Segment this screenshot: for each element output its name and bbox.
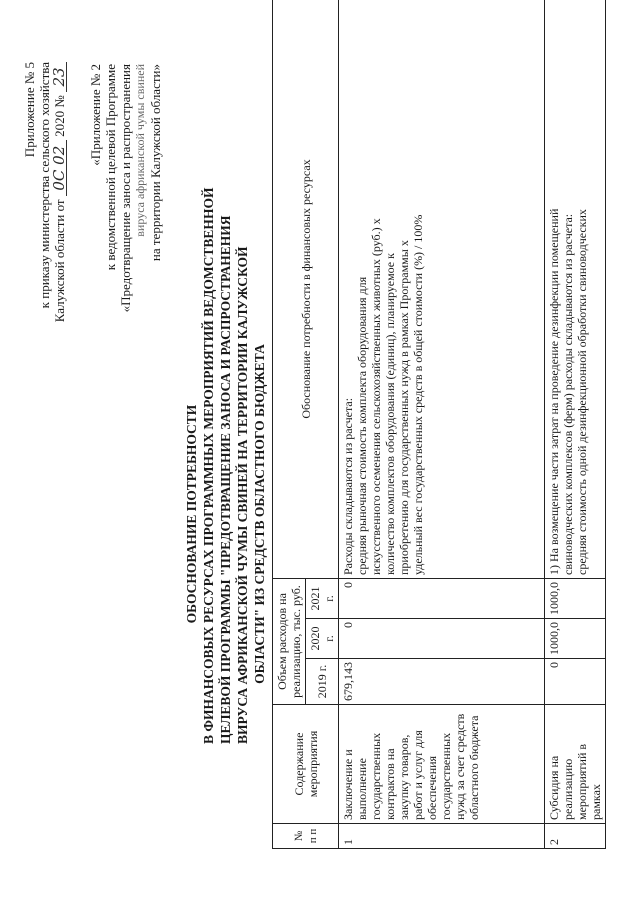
justification-line: средняя рыночная стоимость комплекта оборудования для: [355, 276, 369, 575]
number-label: №: [52, 95, 67, 108]
appendix-2-title: «Приложение № 2: [88, 64, 103, 166]
justification-line: удельный вес государственных средств в общей стоимости (%) / 100%: [411, 214, 425, 575]
title-line-3: ЦЕЛЕВОЙ ПРОГРАММЫ "ПРЕДОТВРАЩЕНИЕ ЗАНОСА И РАСПРОСТРАНЕНИЯ: [218, 215, 233, 744]
row-value-2021: 0: [339, 579, 545, 619]
handwritten-date: 0C 02: [50, 145, 68, 191]
justification-line: 1) На возмещение части затрат на проведение дезинфекции помещений: [547, 208, 561, 575]
row-value-2021: 1000,0: [545, 579, 606, 619]
justification-line: количество комплектов оборудования (единиц), планируемое к: [383, 253, 397, 575]
title-line-5: ОБЛАСТИ" ИЗ СРЕДСТВ ОБЛАСТНОГО БЮДЖЕТА: [252, 344, 267, 684]
header-justification: Обоснование потребности в финансовых ресурсах: [273, 0, 339, 579]
row-value-2020: 1000,0: [545, 619, 606, 659]
appendix-2-program-name-3: на территории Калужской области»: [148, 64, 163, 262]
table-row: [545, 0, 606, 849]
table-row: [339, 0, 545, 849]
title-line-4: ВИРУСА АФРИКАНСКОЙ ЧУМЫ СВИНЕЙ НА ТЕРРИТОРИИ КАЛУЖСКОЙ: [235, 246, 250, 744]
row-justification: [339, 0, 545, 579]
appendix-2-block: [88, 64, 163, 312]
appendix-5-region-prefix: Калужской области от: [52, 199, 67, 323]
appendix-2-program-name-2: вируса африканской чумы свиней: [133, 64, 147, 237]
document-title: [183, 187, 268, 744]
row-value-2019: 679,143: [339, 659, 545, 705]
appendix-5-order-ref: к приказу министерства сельского хозяйства: [37, 62, 52, 309]
header-content: Содержание мероприятия: [273, 705, 339, 824]
header-year-2019: 2019 г.: [306, 659, 339, 705]
header-year-2020: 2020 г.: [306, 619, 339, 659]
title-line-1: ОБОСНОВАНИЕ ПОТРЕБНОСТИ: [184, 404, 199, 624]
row-justification: [545, 0, 606, 579]
row-content: Заключение и выполнение государственных контрактов на закупку товаров, работ и услуг для обеспечения государственных нужд за счет средств областного бюджета: [339, 705, 545, 824]
justification-line: средняя стоимость одной дезинфекционной обработки свиноводческих: [575, 209, 589, 575]
appendix-5-date-line: [52, 62, 67, 322]
justification-line: приобретению для государственных нужд в рамках Программы х: [397, 240, 411, 575]
appendix-5-block: [22, 62, 67, 322]
row-number: 1: [339, 824, 545, 849]
handwritten-order-number: 23: [50, 67, 68, 87]
appendix-5-title: Приложение № 5: [22, 62, 37, 158]
appendix-2-program: к ведомственной целевой Программе: [103, 64, 118, 271]
row-value-2019: 0: [545, 659, 606, 705]
header-year-2021: 2021 г.: [306, 579, 339, 619]
title-line-2: В ФИНАНСОВЫХ РЕСУРСАХ ПРОГРАММНЫХ МЕРОПРИЯТИЙ ВЕДОМСТВЕННОЙ: [201, 187, 216, 744]
header-volume: Объем расходов на реализацию, тыс. руб.: [273, 579, 306, 705]
appendix-2-program-name-1: «Предотвращение заноса и распространения: [118, 64, 133, 313]
date-year: 2020: [52, 110, 67, 137]
row-number: 2: [545, 824, 606, 849]
justification-line: свиноводческих комплексов (ферм) расходы складываются из расчета:: [561, 213, 575, 575]
table-header-row: [273, 0, 306, 849]
row-content: Субсидия на реализацию мероприятий в рамках: [545, 705, 606, 824]
financing-table: [272, 0, 606, 849]
order-number-field: [52, 62, 67, 92]
row-value-2020: 0: [339, 619, 545, 659]
date-day-month-field: [52, 140, 67, 196]
justification-line: Расходы складываются из расчета:: [341, 397, 355, 575]
header-number: № п п: [273, 824, 339, 849]
justification-line: искусственного осеменения сельскохозяйственных животных (руб.) х: [369, 218, 383, 575]
